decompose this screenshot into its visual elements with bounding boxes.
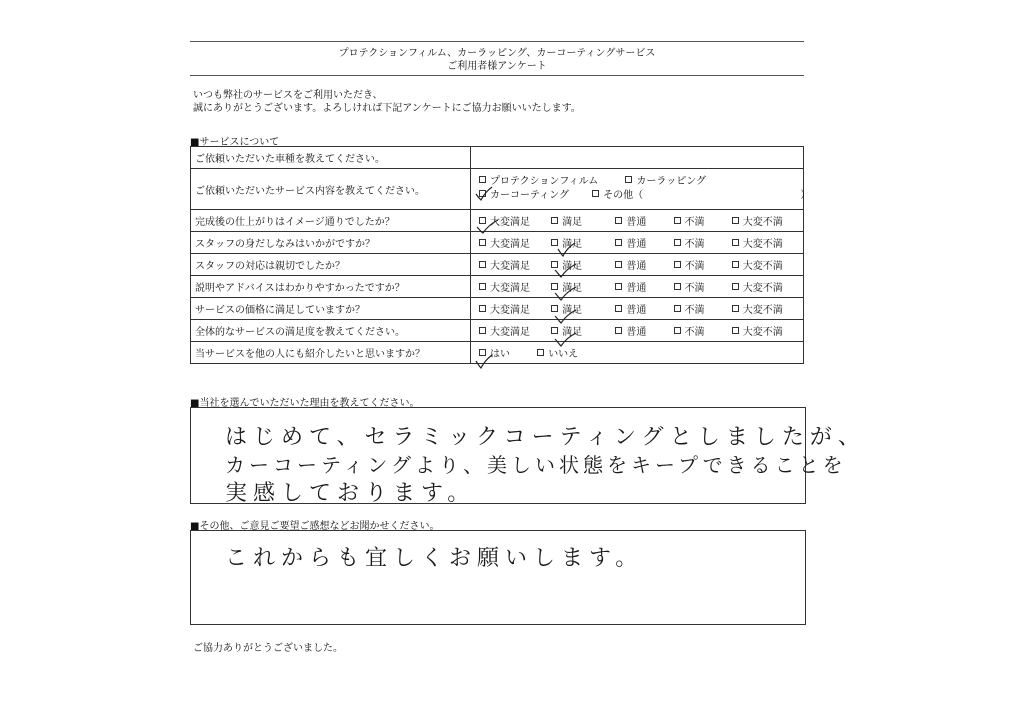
checkbox-icon: [732, 305, 739, 312]
checkbox-icon: [674, 261, 681, 268]
scale-option[interactable]: 不満: [674, 257, 705, 272]
check-mark-icon: [474, 353, 494, 371]
option-car-coating[interactable]: カーコーティング: [479, 189, 569, 203]
answer-recommend: [471, 342, 804, 364]
option-other-close: ）: [800, 190, 811, 201]
checkbox-icon: [479, 176, 486, 183]
scale-option[interactable]: 大変満足: [479, 213, 530, 228]
checkbox-icon: [615, 217, 622, 224]
check-mark-icon: [552, 331, 578, 349]
answer-car-type[interactable]: [471, 147, 804, 169]
checkbox-icon: [479, 261, 486, 268]
checkbox-icon: [551, 217, 558, 224]
option-car-wrapping[interactable]: カーラッピング: [625, 175, 706, 189]
option-no[interactable]: いいえ: [537, 345, 578, 360]
table-row: [191, 254, 804, 276]
table-row: [191, 342, 804, 364]
checkbox-icon: [625, 176, 632, 183]
answer-price: [471, 298, 804, 320]
table-row: [191, 276, 804, 298]
scale-option[interactable]: 満足: [551, 213, 582, 228]
answer-service-content: [471, 169, 811, 210]
question-overall: 全体的なサービスの満足度を教えてください。: [191, 320, 471, 342]
reason-handwritten-line1: はじめて、セラミックコーティングとしましたが、: [225, 425, 866, 450]
question-finish: 完成後の仕上がりはイメージ通りでしたか？: [191, 210, 471, 232]
scale-option[interactable]: 普通: [615, 279, 646, 294]
checkbox-icon: [615, 239, 622, 246]
option-other[interactable]: その他（: [592, 189, 643, 203]
table-row: [191, 147, 804, 169]
answer-finish: [471, 210, 804, 232]
service-survey-table: [190, 146, 811, 364]
table-row: [191, 169, 804, 210]
check-mark-icon: [552, 308, 578, 326]
scale-option[interactable]: 大変不満: [732, 279, 783, 294]
checkbox-icon: [732, 283, 739, 290]
scale-option[interactable]: 大変不満: [732, 301, 783, 316]
checkbox-icon: [674, 283, 681, 290]
table-row: [191, 298, 804, 320]
question-explanation: 説明やアドバイスはわかりやすかったですか？: [191, 276, 471, 298]
section-reason-heading: ■当社を選んでいただいた理由を教えてください。: [190, 398, 420, 409]
checkbox-icon: [615, 261, 622, 268]
question-car-type: ご依頼いただいた車種を教えてください。: [191, 147, 471, 169]
answer-overall: [471, 320, 804, 342]
scale-option[interactable]: 大変不満: [732, 235, 783, 250]
checkbox-icon: [592, 190, 599, 197]
option-protection-film[interactable]: プロテクションフィルム: [479, 175, 598, 189]
scale-option[interactable]: 不満: [674, 213, 705, 228]
intro-line1: いつも弊社のサービスをご利用いただき、: [193, 90, 383, 101]
scale-option[interactable]: 大変満足: [479, 301, 530, 316]
checkbox-icon: [615, 305, 622, 312]
scale-option[interactable]: 満足: [551, 235, 582, 250]
checkbox-icon: [479, 327, 486, 334]
scale-option[interactable]: 満足: [551, 323, 582, 338]
checkbox-icon: [732, 239, 739, 246]
checkbox-icon: [674, 305, 681, 312]
answer-response: [471, 254, 804, 276]
scale-option[interactable]: 普通: [615, 213, 646, 228]
checkbox-icon: [732, 261, 739, 268]
checkbox-icon: [479, 239, 486, 246]
check-mark-icon: [552, 262, 578, 280]
scale-option[interactable]: 不満: [674, 235, 705, 250]
question-recommend: 当サービスを他の人にも紹介したいと思いますか？: [191, 342, 471, 364]
checkbox-icon: [479, 283, 486, 290]
reason-handwritten-line3: 実感しております。: [225, 481, 476, 506]
title-rule: [190, 75, 804, 76]
check-mark-icon: [474, 218, 500, 236]
answer-appearance: [471, 232, 804, 254]
checkbox-icon: [674, 239, 681, 246]
answer-explanation: [471, 276, 804, 298]
table-row: [191, 320, 804, 342]
scale-option[interactable]: 普通: [615, 257, 646, 272]
scale-option[interactable]: 満足: [551, 301, 582, 316]
scale-option[interactable]: 普通: [615, 301, 646, 316]
scale-option[interactable]: 大変不満: [732, 213, 783, 228]
scale-option[interactable]: 大変満足: [479, 279, 530, 294]
checkbox-icon: [537, 349, 544, 356]
check-mark-icon: [555, 241, 577, 259]
scale-option[interactable]: 不満: [674, 301, 705, 316]
question-response: スタッフの対応は親切でしたか？: [191, 254, 471, 276]
question-price: サービスの価格に満足していますか？: [191, 298, 471, 320]
check-mark-icon: [474, 185, 494, 203]
option-yes[interactable]: はい: [479, 345, 510, 360]
scale-option[interactable]: 満足: [551, 257, 582, 272]
checkbox-icon: [674, 217, 681, 224]
scale-option[interactable]: 大変満足: [479, 257, 530, 272]
scale-option[interactable]: 大変満足: [479, 235, 530, 250]
scale-option[interactable]: 普通: [615, 235, 646, 250]
survey-title-line2: ご利用者様アンケート: [447, 61, 547, 72]
question-service-content: ご依頼いただいたサービス内容を教えてください。: [191, 169, 471, 210]
scale-option[interactable]: 大変不満: [732, 257, 783, 272]
checkbox-icon: [615, 283, 622, 290]
section-service-heading: ■サービスについて: [190, 137, 280, 148]
checkbox-icon: [479, 305, 486, 312]
scale-option[interactable]: 普通: [615, 323, 646, 338]
question-appearance: スタッフの身だしなみはいかがですか？: [191, 232, 471, 254]
scale-option[interactable]: 大変満足: [479, 323, 530, 338]
checkbox-icon: [615, 327, 622, 334]
closing-message: ご協力ありがとうございました。: [193, 643, 343, 654]
top-rule: [190, 41, 804, 42]
scale-option[interactable]: 不満: [674, 279, 705, 294]
check-mark-icon: [552, 285, 578, 303]
checkbox-icon: [732, 327, 739, 334]
scale-option[interactable]: 不満: [674, 323, 705, 338]
checkbox-icon: [674, 327, 681, 334]
checkbox-icon: [732, 217, 739, 224]
survey-title-line1: プロテクションフィルム、カーラッピング、カーコーティングサービス: [338, 48, 656, 59]
section-other-heading: ■その他、ご意見ご要望ご感想などお聞かせください。: [190, 521, 440, 532]
reason-handwritten-line2: カーコーティングより、美しい状態をキープできることを: [225, 453, 847, 477]
other-handwritten: これからも宜しくお願いします。: [225, 546, 644, 571]
scale-option[interactable]: 満足: [551, 279, 582, 294]
intro-line2: 誠にありがとうございます。よろしければ下記アンケートにご協力お願いいたします。: [193, 103, 581, 114]
scale-option[interactable]: 大変不満: [732, 323, 783, 338]
